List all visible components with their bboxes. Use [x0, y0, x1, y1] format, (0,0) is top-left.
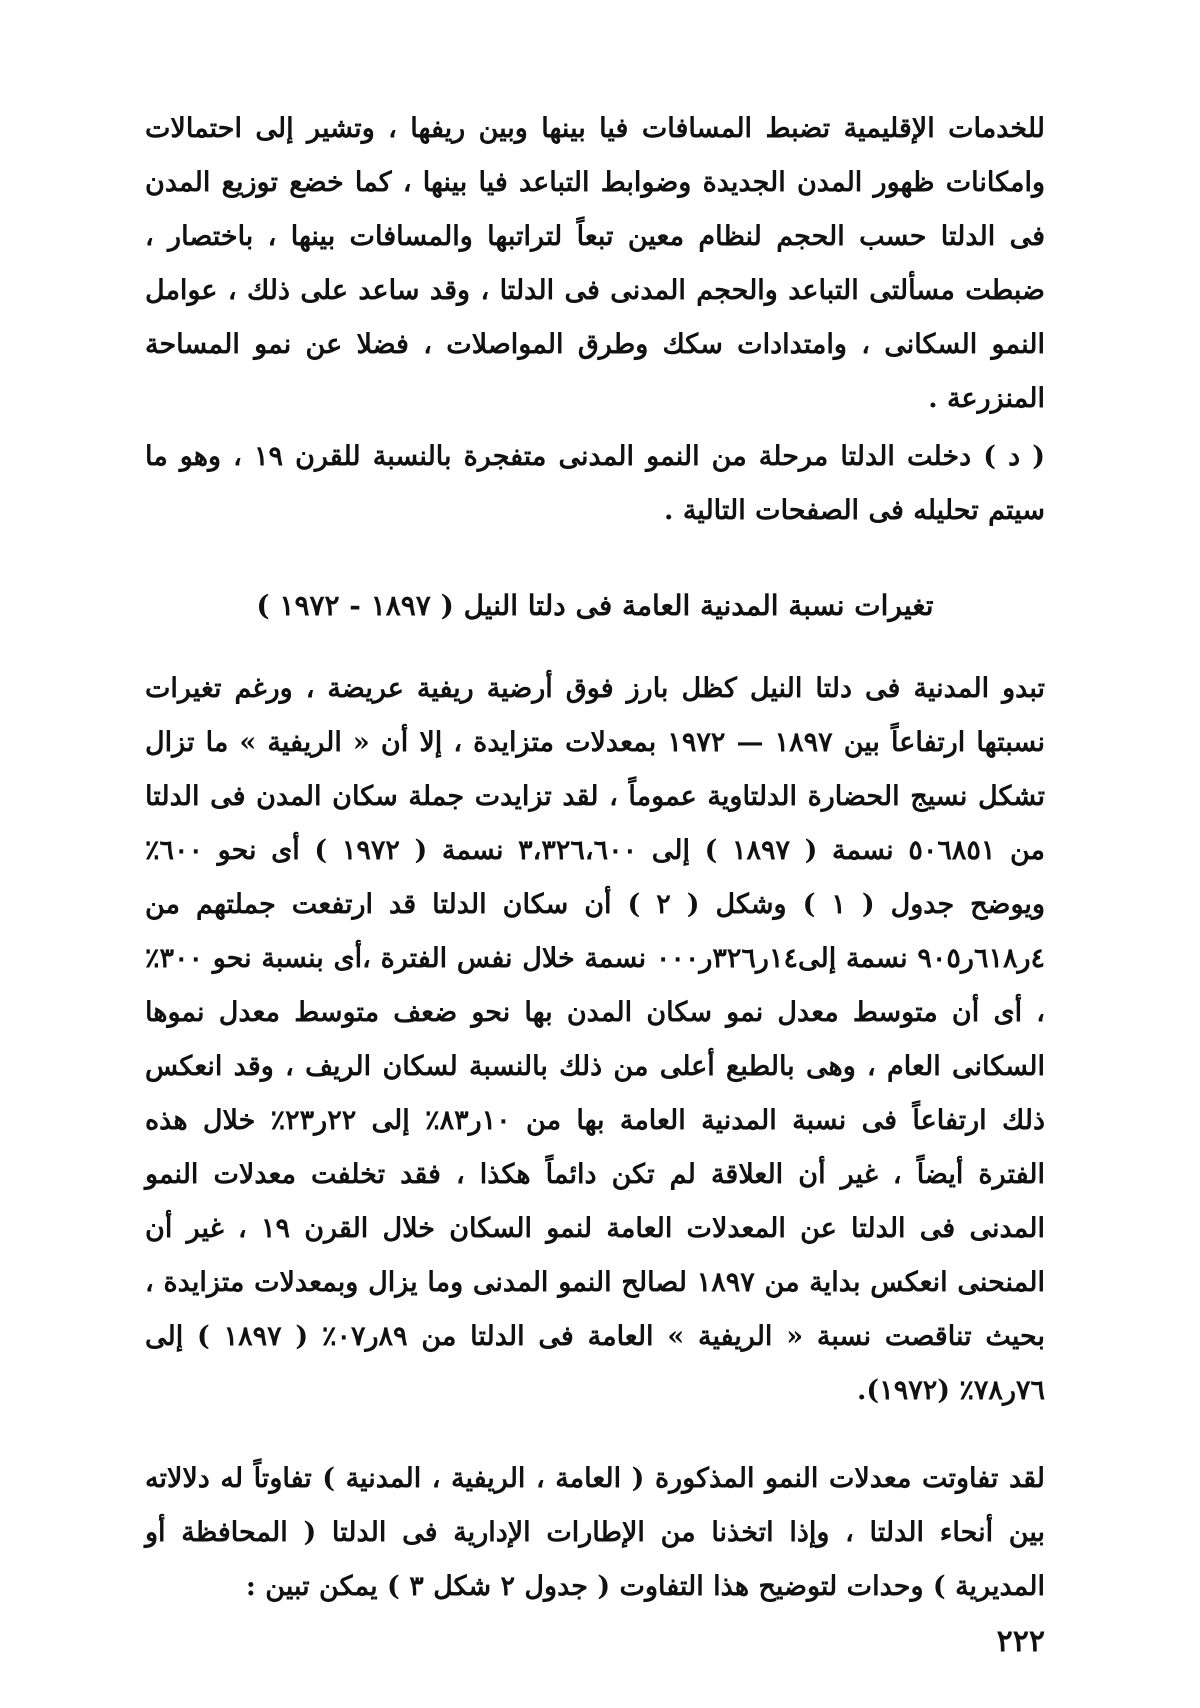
paragraph-urbanization-change: تبدو المدنية فى دلتا النيل كظل بارز فوق أرضية ريفية عريضة ، ورغم تغيرات نسبتها ارتفاعاً بين ١٨٩٧ — ١٩٧٢ بمعدلات متزايدة ، إلا أن « الريفية » ما تزال تشكل نسيج الحضارة الدلتاوية عموماً ، لقد تزايدت جملة سكان المدن فى الدلتا من ٥٠٦٨٥١ نسمة ( ١٨٩٧ ) إلى ٣،٣٢٦،٦٠٠ نسمة ( ١٩٧٢ ) أى نحو ٦٠٠٪ ويوضح جدول ( ١ ) وشكل ( ٢ ) أن سكان الدلتا قد ارتفعت جملتهم من ٤ر٦١٨ر٩٠٥ نسمة إلى١٤ر٣٢٦ر٠٠٠ نسمة خلال نفس الفترة ،أى بنسبة نحو ٣٠٠٪ ، أى أن متوسط معدل نمو سكان المدن بها نحو ضعف متوسط معدل نموها السكانى العام ، وهى بالطبع أعلى من ذلك بالنسبة لسكان الريف ، وقد انعكس ذلك ارتفاعاً فى نسبة المدنية العامة بها من ١٠ر٨٣٪ إلى ٢٢ر٢٣٪ خلال هذه الفترة أيضاً ، غير أن العلاقة لم تكن دائماً هكذا ، فقد تخلفت معدلات النمو المدنى فى الدلتا عن المعدلات العامة لنمو السكان خلال القرن ١٩ ، غير أن المنحنى انعكس بداية من ١٨٩٧ لصالح النمو المدنى وما يزال وبمعدلات متزايدة ، بحيث تناقصت نسبة « الريفية » العامة فى الدلتا من ٨٩ر٠٧٪ ( ١٨٩٧ ) إلى ٧٦ر٧٨٪ (١٩٧٢).	[145, 673, 1046, 1406]
book-page	[145, 102, 1045, 1662]
paragraph-urban-services: للخدمات الإقليمية تضبط المسافات فيا بينها وبين ريفها ، وتشير إلى احتمالات وامكانات ظهور المدن الجديدة وضوابط التباعد فيا بينها ، كما خضع توزيع المدن فى الدلتا حسب الحجم لنظام معين تبعاً لتراتبها والمسافات بينها ، باختصار ، ضبطت مسألتى التباعد والحجم المدنى فى الدلتا ، وقد ساعد على ذلك ، عوامل النمو السكانى ، وامتدادات سكك وطرق المواصلات ، فضلا عن نمو المساحة المنزرعة .	[145, 113, 1045, 414]
paragraph-regional-variation: لقد تفاوتت معدلات النمو المذكورة ( العامة ، الريفية ، المدنية ) تفاوتاً له دلالاته بين أنحاء الدلتا ، وإذا اتخذنا من الإطارات الإدارية فى الدلتا ( المحافظة أو المديرية ) وحدات لتوضيح هذا التفاوت ( جدول ٢ شكل ٣ ) يمكن تبين :	[145, 1463, 1045, 1602]
section-heading: تغيرات نسبة المدنية العامة فى دلتا النيل ( ١٨٩٧ - ١٩٧٢ )	[256, 589, 934, 622]
paragraph-point-d: ( د ) دخلت الدلتا مرحلة من النمو المدنى متفجرة بالنسبة للقرن ١٩ ، وهو ما سيتم تحليله فى الصفحات التالية .	[145, 441, 1046, 526]
page-number: ٢٢٢	[996, 1624, 1045, 1659]
